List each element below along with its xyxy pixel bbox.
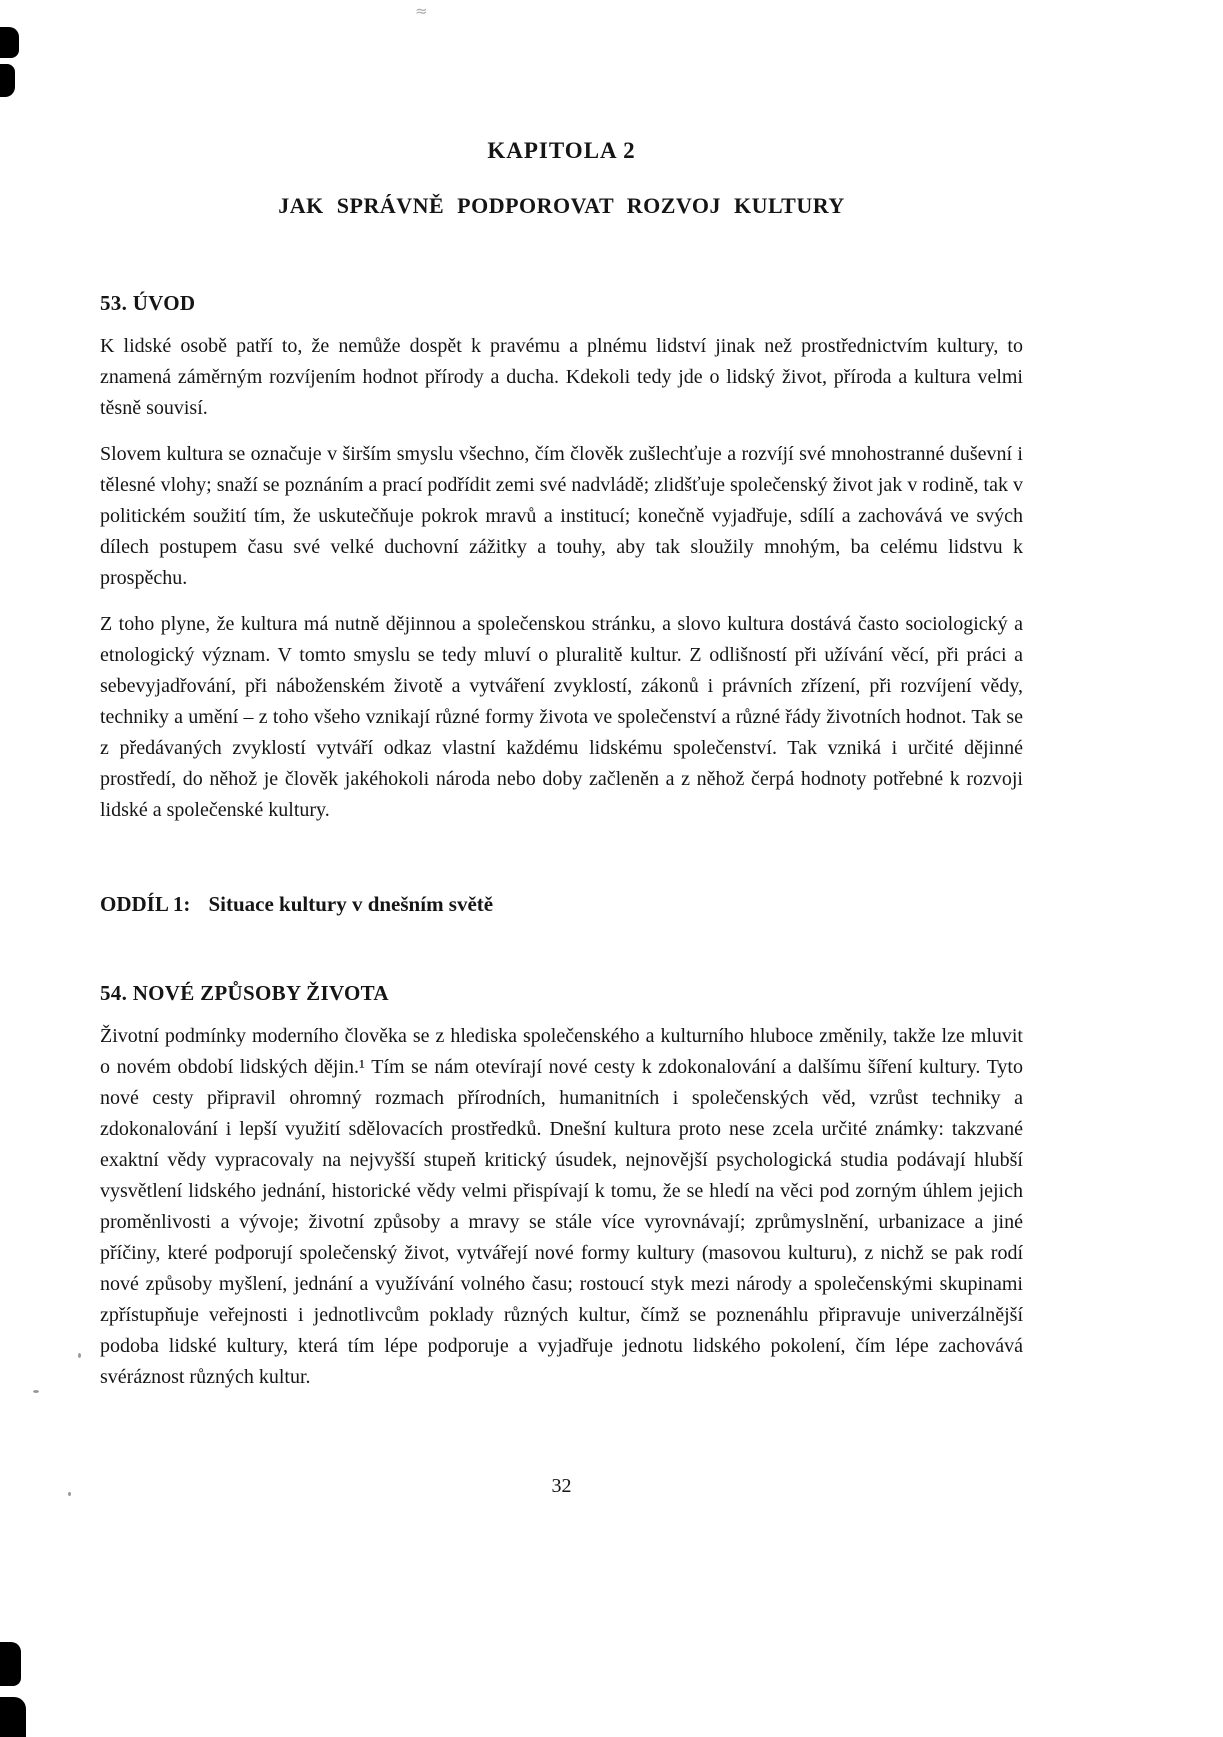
- oddil-1-heading: [100, 892, 1023, 917]
- scan-artifact-bottom-left-2: [0, 1697, 26, 1737]
- oddil-1-title: Situace kultury v dnešním světě: [208, 892, 494, 916]
- section-53-paragraph-3: Z toho plyne, že kultura má nutně dějinnou a společenskou stránku, a slovo kultura dostává často sociologický a etnologický význam. V tomto smyslu se tedy mluví o pluralitě kultur. Z odlišností při užívání věcí, při práci a sebevyjadřování, při náboženském životě a vytváření zvyklostí, zákonů i právních zřízení, při rozvíjení vědy, techniky a umění – z toho všeho vznikají různé formy života ve společenství a různé řády životních hodnot. Tak se z předávaných zvyklostí vytváří odkaz vlastní každému lidskému společenství. Tak vzniká i určité dějinné prostředí, do něhož je člověk jakéhokoli národa nebo doby začleněn a z něhož čerpá hodnoty potřebné k rozvoji lidské a společenské kultury.: [100, 613, 1023, 821]
- section-54-heading: 54. NOVÉ ZPŮSOBY ŽIVOTA: [100, 981, 389, 1005]
- scan-squiggle-mark: ≈: [415, 2, 428, 20]
- page-number: 32: [551, 1475, 572, 1497]
- scan-speck: [33, 1390, 39, 1393]
- chapter-title: JAK SPRÁVNĚ PODPOROVAT ROZVOJ KULTURY: [278, 193, 845, 218]
- page-content: [100, 0, 1023, 1393]
- section-54-paragraph-1: Životní podmínky moderního člověka se z hlediska společenského a kulturního hluboce změnily, takže lze mluvit o novém období lidských dějin.¹ Tím se nám otevírají nové cesty k zdokonalování a dalšímu šíření kultury. Tyto nové cesty připravil ohromný rozmach přírodních, humanitních i společenských věd, vzrůst techniky a zdokonalování i lepší využití sdělovacích prostředků. Dnešní kultura proto nese zcela určité známky: takzvané exaktní vědy vypracovaly na nejvyšší stupeň kritický úsudek, nejnovější psychologická studia podávají hlubší vysvětlení lidského jednání, historické vědy velmi přispívají k tomu, že se hledí na věci pod zorným úhlem jejich proměnlivosti a vývoje; životní způsoby a mravy se stále více vyrovnávají; zprůmyslnění, urbanizace a jiné příčiny, které podporují společenský život, vytvářejí nové formy kultury (masovou kulturu), z nichž se pak rodí nové způsoby myšlení, jednání a využívání volného času; rostoucí styk mezi národy a společenskými skupinami zpřístupňuje veřejnosti i jednotlivcům poklady různých kultur, čímž se poznenáhlu připravuje univerzálnější podoba lidské kultury, která tím lépe podporuje a vyjadřuje jednotu lidského pokolení, čím lépe zachovává svéráznost různých kultur.: [100, 1025, 1023, 1388]
- scan-artifact-bottom-left-1: [0, 1642, 21, 1686]
- section-53-paragraph-2: Slovem kultura se označuje v širším smyslu všechno, čím člověk zušlechťuje a rozvíjí své mnohostranné duševní i tělesné vlohy; snaží se poznáním a prací podřídit zemi své nadvládě; zlidšťuje společenský život jak v rodině, tak v politickém soužití tím, že uskutečňuje pokrok mravů a institucí; konečně vyjadřuje, sdílí a zachovává ve svých dílech postupem času své velké duchovní zážitky a touhy, aby tak sloužily mnohým, ba celému lidstvu k prospěchu.: [100, 443, 1023, 589]
- scan-speck: [68, 1492, 71, 1496]
- section-53-heading: 53. ÚVOD: [100, 291, 196, 315]
- oddil-1-label: ODDÍL 1:: [100, 892, 191, 916]
- scan-artifact-top-left-2: [0, 64, 15, 97]
- scan-artifact-top-left-1: [0, 27, 19, 58]
- section-53-paragraph-1: K lidské osobě patří to, že nemůže dospět k pravému a plnému lidství jinak než prostřednictvím kultury, to znamená záměrným rozvíjením hodnot přírody a ducha. Kdekoli tedy jde o lidský život, příroda a kultura velmi těsně souvisí.: [100, 335, 1023, 419]
- scan-speck: [78, 1353, 81, 1358]
- chapter-label: KAPITOLA 2: [487, 138, 636, 163]
